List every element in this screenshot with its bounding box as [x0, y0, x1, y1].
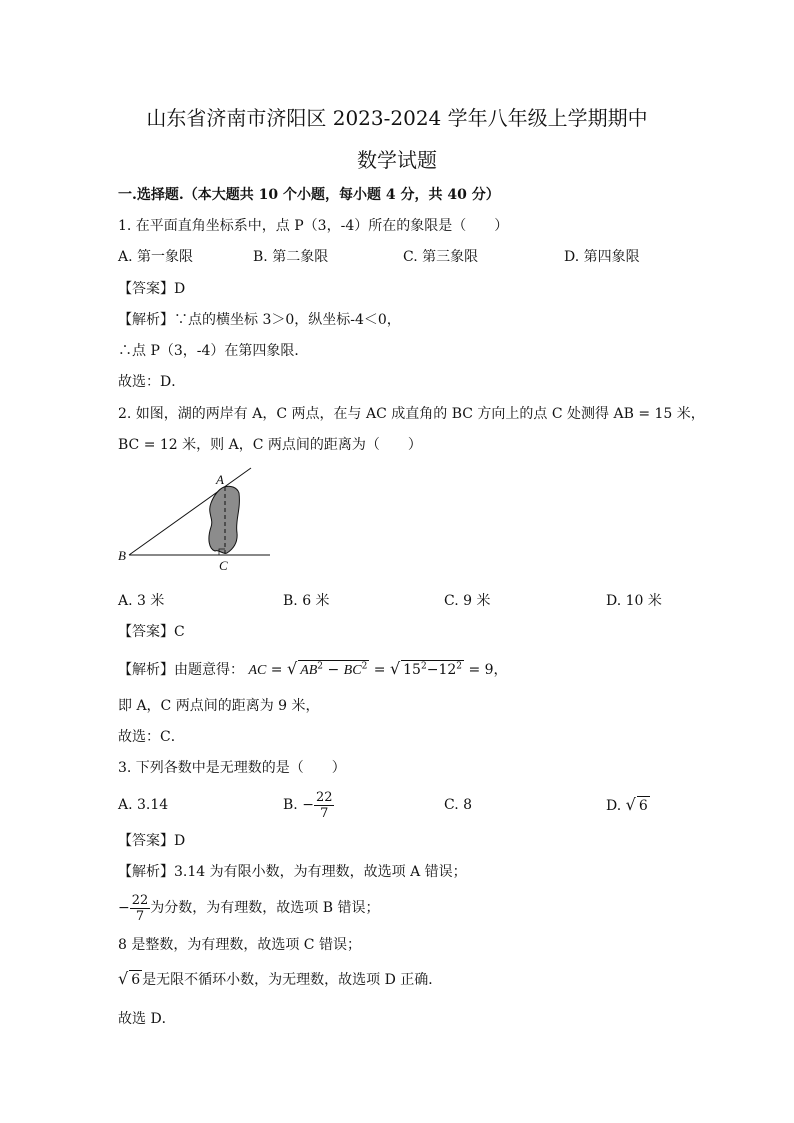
sqrt-sign-icon: √ — [389, 659, 401, 678]
q1-answer: 【答案】D — [118, 281, 186, 297]
sqrt-sign-icon: √ — [286, 659, 298, 678]
q1-option-c: C. 第三象限 — [403, 249, 479, 265]
q1-option-d: D. 第四象限 — [564, 249, 640, 265]
q2-option-d: D. 10 米 — [606, 593, 662, 609]
label-c: C — [219, 558, 228, 573]
radical-ab-bc: $AB^2 - BC^2$ — [300, 661, 368, 678]
document-subtitle: 数学试题 — [357, 148, 437, 172]
q2-option-a: A. 3 米 — [118, 593, 165, 609]
formula-eq2: = — [373, 662, 386, 678]
q2-stem-line1: 2. 如图，湖的两岸有 A，C 两点，在与 AC 成直角的 BC 方向上的点 C 处测得 AB = 15 米， — [118, 406, 705, 422]
analysis-label: 【解析】由题意得： — [118, 662, 244, 678]
lake-figure — [115, 465, 275, 575]
q3-answer: 【答案】D — [118, 833, 186, 849]
lake-shape — [209, 486, 239, 553]
label-a: A — [216, 472, 224, 487]
q3-analysis-line3: 8 是整数，为有理数，故选项 C 错误； — [118, 937, 361, 953]
q1-stem: 1. 在平面直角坐标系中，点 P（3，-4）所在的象限是（ ） — [118, 218, 509, 234]
formula-result: = 9 — [468, 662, 494, 678]
document-title: 山东省济南市济阳区 2023-2024 学年八年级上学期期中 — [146, 106, 648, 130]
q2-analysis-line2: 即 A，C 两点间的距离为 9 米， — [118, 698, 320, 714]
q3-option-a: A. 3.14 — [118, 797, 169, 813]
radical-numbers: $15^2-12^2$ — [403, 661, 462, 678]
q1-conclusion: 故选：D． — [118, 374, 186, 390]
q3-stem: 3. 下列各数中是无理数的是（ ） — [118, 760, 346, 776]
fraction-22-7: $\frac{22}{7}$ — [131, 892, 149, 924]
label-b: B — [118, 548, 126, 563]
q3-option-d: D. √ 6 — [606, 795, 648, 814]
formula-eq: = — [270, 662, 283, 678]
q3-conclusion: 故选 D． — [118, 1011, 176, 1027]
q3-analysis-line2: − $\frac{22}{7}$ 为分数，为有理数，故选项 B 错误； — [118, 892, 380, 924]
q1-analysis-line2: ∴点 P（3，-4）在第四象限． — [118, 343, 309, 359]
q2-option-c: C. 9 米 — [444, 593, 491, 609]
q2-conclusion: 故选：C． — [118, 729, 185, 745]
q2-analysis-formula: 【解析】由题意得： AC = √ $AB^2 - BC^2$ = √ $15^2-12^2 = 9$， — [118, 659, 508, 678]
formula-ac: AC — [248, 663, 267, 678]
q3-analysis-line4: √ 6 是无限不循环小数，为无理数，故选项 D 正确． — [118, 969, 443, 988]
section-header: 一.选择题.（本大题共 10 个小题，每小题 4 分，共 40 分） — [118, 187, 500, 203]
sqrt-sign-icon: √ — [118, 969, 129, 988]
q2-option-b: B. 6 米 — [283, 593, 330, 609]
q3-option-c: C. 8 — [444, 797, 473, 813]
q2-answer: 【答案】C — [118, 624, 185, 640]
q3-option-b: B. − $\frac{22}{7}$ — [283, 789, 333, 821]
q3-analysis-line1: 【解析】3.14 为有限小数，为有理数，故选项 A 错误； — [118, 864, 467, 880]
fraction-22-7: $\frac{22}{7}$ — [315, 789, 333, 821]
q1-analysis-line1: 【解析】∵点的横坐标 3＞0，纵坐标-4＜0， — [118, 312, 401, 328]
q1-option-a: A. 第一象限 — [118, 249, 194, 265]
q1-option-b: B. 第二象限 — [253, 249, 329, 265]
sqrt-sign-icon: √ — [625, 795, 636, 814]
q2-stem-line2: BC = 12 米，则 A，C 两点间的距离为（ ） — [118, 437, 422, 453]
